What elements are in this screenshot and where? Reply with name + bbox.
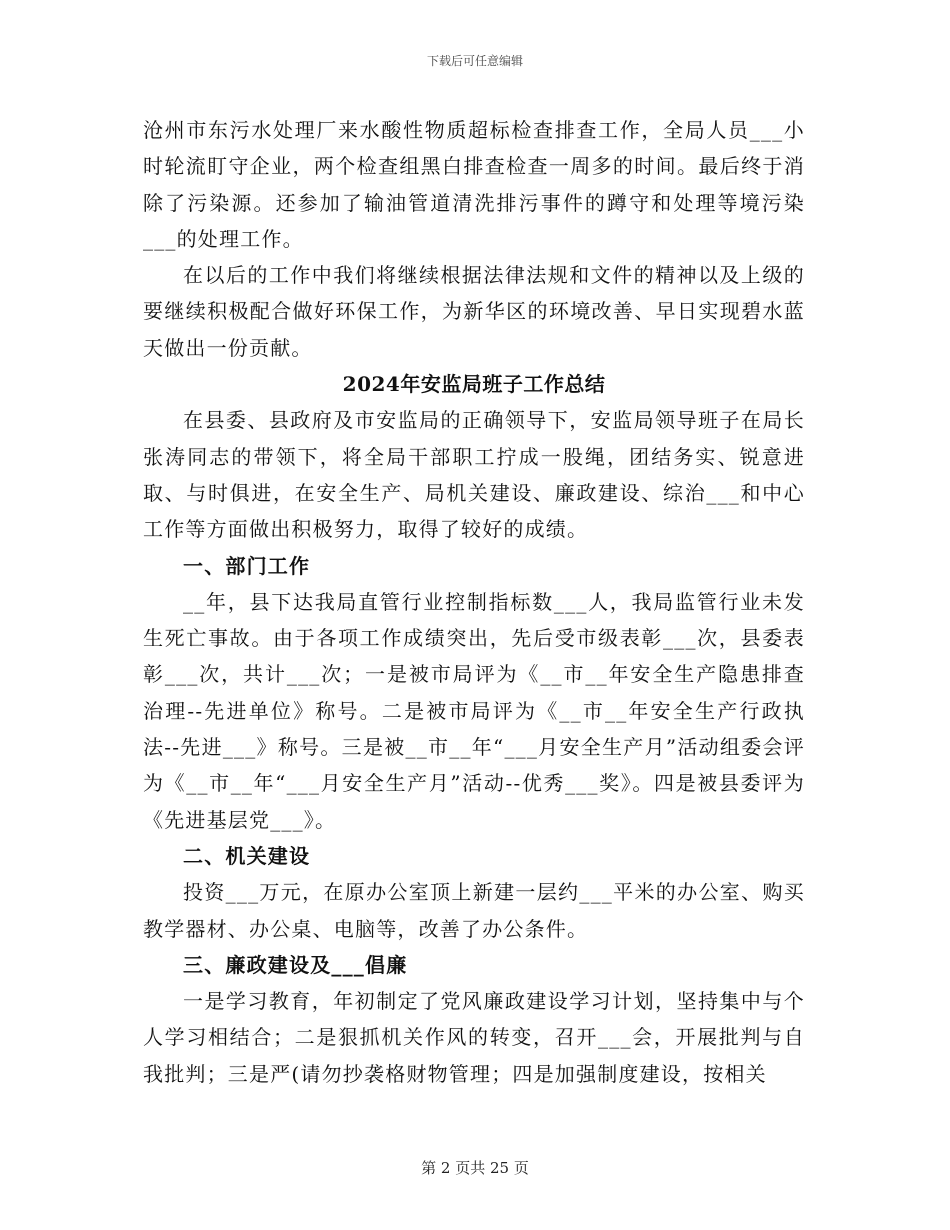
section-title: 2024年安监局班子工作总结 xyxy=(342,372,606,397)
paragraph: 投资___万元，在原办公室顶上新建一层约___平米的办公室、购买教学器材、办公桌、电脑等，改善了办公条件。 xyxy=(143,880,805,941)
paragraph: 在以后的工作中我们将继续根据法律法规和文件的精神以及上级的要继续积极配合做好环保工作，为新华区的环境改善、早日实现碧水蓝天做出一份贡献。 xyxy=(143,263,805,360)
section-heading: 三、廉政建设及___倡廉 xyxy=(183,952,408,977)
section-heading: 二、机关建设 xyxy=(183,843,311,868)
document-body xyxy=(143,112,805,1092)
page-footer: 第 2 页共 25 页 xyxy=(421,1159,529,1177)
section-heading: 一、部门工作 xyxy=(183,553,311,578)
paragraph: 在县委、县政府及市安监局的正确领导下，安监局领导班子在局长张涛同志的带领下，将全局干部职工拧成一股绳，团结务实、锐意进取、与时俱进，在安全生产、局机关建设、廉政建设、综治___和中心工作等方面做出积极努力，取得了较好的成绩。 xyxy=(143,408,805,542)
paragraph: 一是学习教育，年初制定了党风廉政建设学习计划，坚持集中与个人学习相结合；二是狠抓机关作风的转变，召开___会，开展批判与自我批判；三是严(请勿抄袭格财物管理；四是加强制度建设，按相关 xyxy=(143,989,805,1086)
paragraph: __年，县下达我局直管行业控制指标数___人，我局监管行业未发生死亡事故。由于各项工作成绩突出，先后受市级表彰___次，县委表彰___次，共计___次；一是被市局评为《__市__年安全生产隐患排查治理--先进单位》称号。二是被市局评为《__市__年安全生产行政执法--先进___》称号。三是被__市__年“___月安全生产月”活动组委会评为《__市__年“___月安全生产月”活动--优秀___奖》。四是被县委评为《先进基层党___》。 xyxy=(143,589,805,832)
paragraph: 沧州市东污水处理厂来水酸性物质超标检查排查工作，全局人员___小时轮流盯守企业，两个检查组黑白排查检查一周多的时间。最后终于消除了污染源。还参加了输油管道清洗排污事件的蹲守和处理等境污染___的处理工作。 xyxy=(143,118,805,251)
page-header: 下载后可任意编辑 xyxy=(426,54,523,68)
